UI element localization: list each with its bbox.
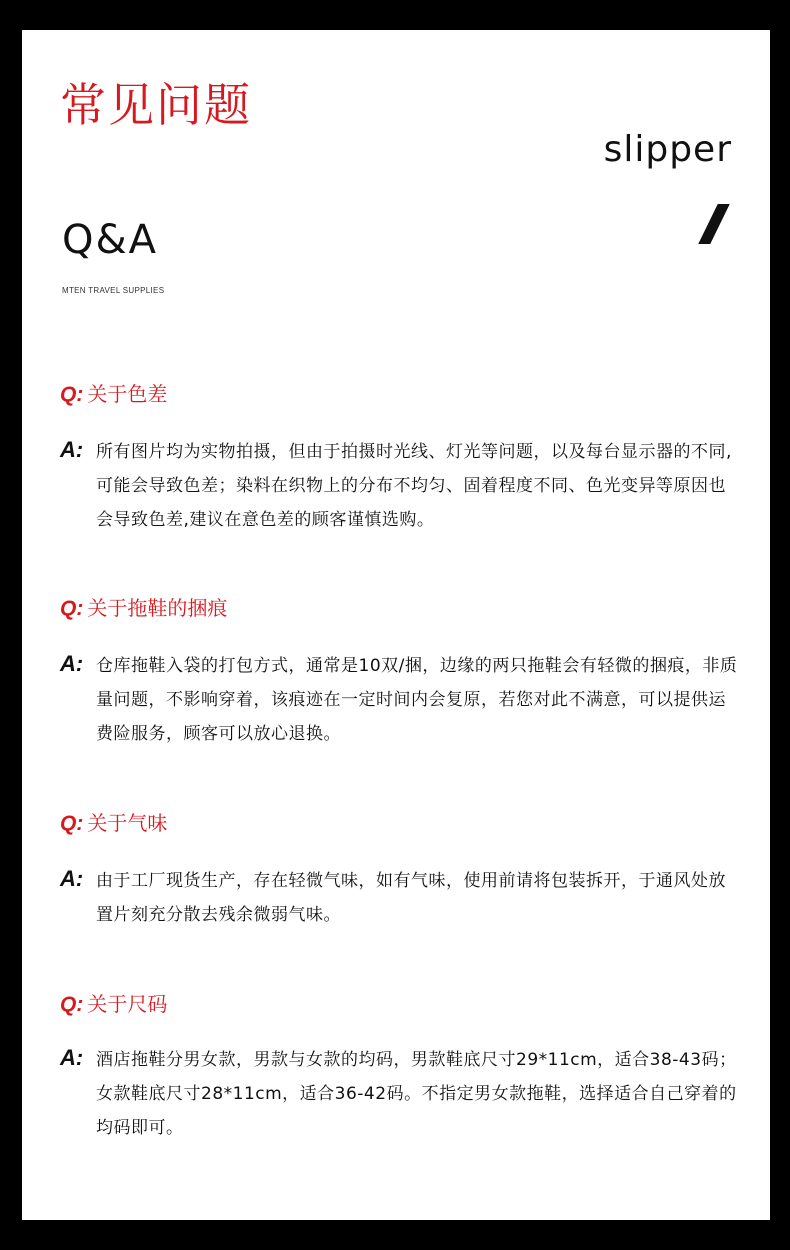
answer-text: 所有图片均为实物拍摄，但由于拍摄时光线、灯光等问题，以及每台显示器的不同,可能会导致色差；染料在织物上的分布不均匀、固着程度不同、色光变异等原因也会导致色差,建议在意色差的顾客谨慎选购。 [96,442,732,530]
faq-question [60,813,167,834]
slash-decoration [698,204,730,244]
question-text: 关于色差 [87,382,168,406]
q-marker: Q: [60,993,84,1016]
answer-text: 酒店拖鞋分男女款，男款与女款的均码，男款鞋底尺寸29*11cm，适合38-43码；女款鞋底尺寸28*11cm，适合36-42码。不指定男女款拖鞋，选择适合自己穿着的均码即可。 [96,1050,737,1138]
page-title: 常见问题 [60,78,252,132]
brand-label: slipper [603,129,732,170]
q-marker: Q: [60,597,84,620]
faq-question [60,598,227,619]
a-marker: A: [60,866,84,891]
q-marker: Q: [60,812,84,835]
faq-answer [60,864,740,932]
question-text: 关于尺码 [87,992,168,1016]
faq-question [60,384,167,405]
question-text: 关于气味 [87,811,168,835]
subtitle: MTEN TRAVEL SUPPLIES [62,286,165,295]
faq-answer [60,649,740,751]
qa-heading: Q&A [62,217,159,263]
faq-question [60,994,167,1015]
q-marker: Q: [60,383,84,406]
faq-answer [60,435,740,537]
faq-page [22,30,770,1220]
a-marker: A: [60,1045,84,1070]
question-text: 关于拖鞋的捆痕 [87,596,228,620]
a-marker: A: [60,651,84,676]
answer-text: 由于工厂现货生产，存在轻微气味，如有气味，使用前请将包装拆开，于通风处放置片刻充分散去残余微弱气味。 [96,871,726,925]
answer-text: 仓库拖鞋入袋的打包方式，通常是10双/捆，边缘的两只拖鞋会有轻微的捆痕，非质量问题，不影响穿着，该痕迹在一定时间内会复原，若您对此不满意，可以提供运费险服务，顾客可以放心退换。 [96,656,738,744]
faq-answer [60,1043,740,1145]
a-marker: A: [60,437,84,462]
